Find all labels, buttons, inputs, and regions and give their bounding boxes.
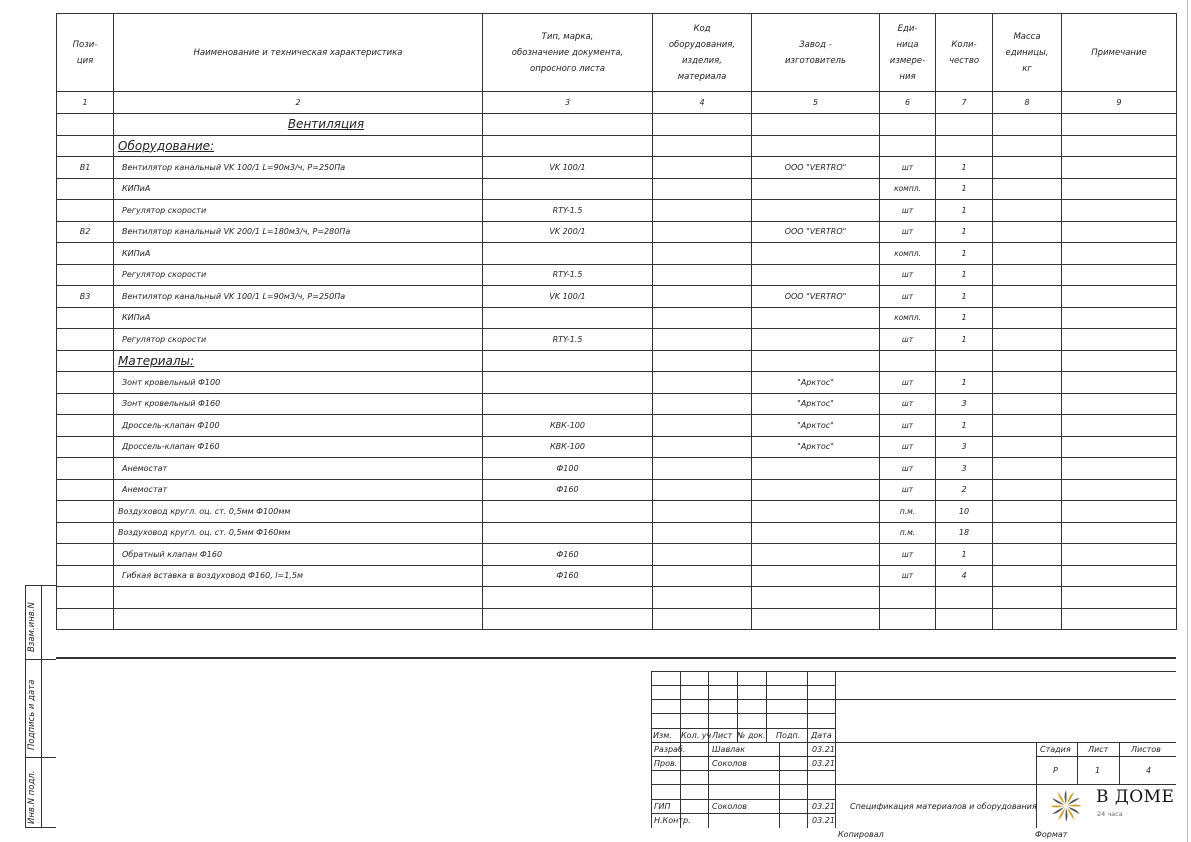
cell-note: [1062, 350, 1177, 372]
cell-note: [1062, 200, 1177, 222]
cell-type: RTY-1.5: [483, 329, 653, 351]
header-cell: Код оборудования, изделия, материала: [653, 14, 752, 92]
logo-ray: [1066, 808, 1068, 822]
stage-value: Р: [1053, 766, 1058, 775]
cell-type: RTY-1.5: [483, 264, 653, 286]
cell-mass: [993, 372, 1062, 394]
cell-type: Ф100: [483, 458, 653, 480]
cell-maker: [752, 565, 880, 587]
cell-name: Вентилятор канальный VK 200/1 L=180м3/ч, P=280Па: [114, 221, 483, 243]
cell-type: VK 100/1: [483, 157, 653, 179]
cell-note: [1062, 608, 1177, 630]
cell-code: [653, 243, 752, 265]
cell-mass: [993, 243, 1062, 265]
cell-note: [1062, 436, 1177, 458]
column-number-cell: 2: [114, 92, 483, 114]
cell-type: [483, 178, 653, 200]
table-row: [57, 264, 1177, 286]
cell-mass: [993, 501, 1062, 523]
cell-name: Вентилятор канальный VK 100/1 L=90м3/ч, P=250Па: [114, 286, 483, 308]
cell-maker: [752, 114, 880, 136]
table-row: [57, 372, 1177, 394]
cell-code: [653, 415, 752, 437]
column-number-row: [57, 92, 1177, 114]
cell-unit: [880, 587, 936, 609]
cell-qty: 1: [936, 264, 993, 286]
cell-type: [483, 307, 653, 329]
header-cell: Масса единицы, кг: [993, 14, 1062, 92]
cell-name: Дроссель-клапан Ф100: [114, 415, 483, 437]
cell-code: [653, 178, 752, 200]
cell-code: [653, 135, 752, 157]
side-strip-inner: [41, 585, 56, 828]
cell-mass: [993, 522, 1062, 544]
cell-code: [653, 479, 752, 501]
cell-type: [483, 501, 653, 523]
cell-name: КИПиА: [114, 178, 483, 200]
cell-qty: 1: [936, 307, 993, 329]
cell-unit: компл.: [880, 307, 936, 329]
cell-note: [1062, 544, 1177, 566]
cell-name: Анемостат: [114, 458, 483, 480]
cell-unit: шт: [880, 458, 936, 480]
specification-table: [56, 13, 1177, 630]
cell-type: Ф160: [483, 544, 653, 566]
cell-maker: [752, 522, 880, 544]
tb-name-check: Соколов: [712, 759, 747, 768]
sheets-label: Листов: [1131, 745, 1161, 754]
cell-qty: 1: [936, 544, 993, 566]
cell-name: Материалы:: [114, 350, 483, 372]
table-row: [57, 608, 1177, 630]
table-row: [57, 587, 1177, 609]
cell-mass: [993, 436, 1062, 458]
cell-maker: [752, 178, 880, 200]
cell-maker: ООО "VERTRO": [752, 157, 880, 179]
cell-qty: 1: [936, 200, 993, 222]
cell-maker: ООО "VERTRO": [752, 286, 880, 308]
tb-role-norm: Н.Контр.: [654, 816, 691, 825]
side-label-replace-inv: Взам.инв.N: [27, 602, 37, 652]
cell-mass: [993, 565, 1062, 587]
cell-mass: [993, 135, 1062, 157]
cell-maker: [752, 329, 880, 351]
cell-note: [1062, 178, 1177, 200]
cell-qty: [936, 587, 993, 609]
table-row: [57, 350, 1177, 372]
cell-mass: [993, 114, 1062, 136]
tb-name-gip: Соколов: [712, 802, 747, 811]
stage-label: Стадия: [1040, 745, 1071, 754]
cell-maker: "Арктос": [752, 436, 880, 458]
table-row: [57, 200, 1177, 222]
header-cell: Тип, марка, обозначение документа, опросного листа: [483, 14, 653, 92]
side-label-signature-date: Подпись и дата: [27, 679, 37, 750]
cell-qty: 1: [936, 178, 993, 200]
cell-note: [1062, 458, 1177, 480]
cell-note: [1062, 372, 1177, 394]
cell-qty: [936, 608, 993, 630]
cell-qty: [936, 114, 993, 136]
cell-name: Гибкая вставка в воздуховод Ф160, l=1,5м: [114, 565, 483, 587]
cell-type: [483, 522, 653, 544]
header-cell: Еди- ница измере- ния: [880, 14, 936, 92]
cell-code: [653, 436, 752, 458]
cell-mass: [993, 350, 1062, 372]
cell-type: КВК-100: [483, 415, 653, 437]
cell-type: Ф160: [483, 479, 653, 501]
cell-mass: [993, 157, 1062, 179]
logo-subtitle: 24 часа: [1097, 810, 1123, 818]
tb-role-check: Пров.: [654, 759, 678, 768]
logo-ray: [1050, 806, 1064, 808]
cell-type: [483, 393, 653, 415]
cell-maker: [752, 135, 880, 157]
column-number-cell: 8: [993, 92, 1062, 114]
cell-name: [114, 608, 483, 630]
cell-type: [483, 135, 653, 157]
cell-name: КИПиА: [114, 243, 483, 265]
cell-qty: 1: [936, 372, 993, 394]
cell-maker: [752, 479, 880, 501]
cell-mass: [993, 415, 1062, 437]
tb-role-dev: Разраб.: [654, 745, 686, 754]
cell-note: [1062, 286, 1177, 308]
cell-mass: [993, 178, 1062, 200]
cell-maker: [752, 264, 880, 286]
cell-pos: [57, 393, 114, 415]
cell-maker: "Арктос": [752, 372, 880, 394]
cell-unit: компл.: [880, 178, 936, 200]
sheets-value: 4: [1146, 766, 1152, 775]
tb-date-norm: 03.21: [812, 816, 835, 825]
cell-unit: [880, 350, 936, 372]
cell-unit: шт: [880, 221, 936, 243]
table-row: [57, 544, 1177, 566]
cell-maker: [752, 608, 880, 630]
sheet-value: 1: [1095, 766, 1101, 775]
cell-qty: [936, 135, 993, 157]
cell-code: [653, 522, 752, 544]
logo-ray: [1068, 805, 1082, 807]
cell-mass: [993, 608, 1062, 630]
cell-name: Регулятор скорости: [114, 200, 483, 222]
cell-code: [653, 350, 752, 372]
cell-maker: "Арктос": [752, 415, 880, 437]
header-cell: Наименование и техническая характеристика: [114, 14, 483, 92]
column-number-cell: 6: [880, 92, 936, 114]
cell-qty: 1: [936, 415, 993, 437]
cell-unit: шт: [880, 436, 936, 458]
copied-label: Копировал: [838, 830, 884, 839]
cell-mass: [993, 307, 1062, 329]
cell-code: [653, 608, 752, 630]
table-row: [57, 393, 1177, 415]
document-title: Спецификация материалов и оборудования: [850, 802, 1037, 811]
cell-type: [483, 114, 653, 136]
cell-code: [653, 544, 752, 566]
cell-unit: шт: [880, 264, 936, 286]
cell-mass: [993, 286, 1062, 308]
cell-code: [653, 221, 752, 243]
cell-type: VK 200/1: [483, 221, 653, 243]
table-row: [57, 135, 1177, 157]
tb-hdr-sign: Подп.: [776, 731, 801, 740]
column-number-cell: 5: [752, 92, 880, 114]
tb-date-check: 03.21: [812, 759, 835, 768]
cell-mass: [993, 544, 1062, 566]
header-cell: Завод - изготовитель: [752, 14, 880, 92]
cell-note: [1062, 243, 1177, 265]
table-row: [57, 436, 1177, 458]
cell-pos: [57, 243, 114, 265]
column-number-cell: 9: [1062, 92, 1177, 114]
table-row: [57, 286, 1177, 308]
logo-ray: [1065, 790, 1067, 804]
cell-code: [653, 501, 752, 523]
cell-pos: [57, 135, 114, 157]
cell-name: Зонт кровельный Ф100: [114, 372, 483, 394]
table-row: [57, 221, 1177, 243]
cell-pos: В2: [57, 221, 114, 243]
cell-qty: 10: [936, 501, 993, 523]
cell-note: [1062, 501, 1177, 523]
cell-name: Вентиляция: [114, 114, 483, 136]
cell-qty: 1: [936, 286, 993, 308]
cell-name: Зонт кровельный Ф160: [114, 393, 483, 415]
cell-unit: п.м.: [880, 501, 936, 523]
cell-unit: шт: [880, 157, 936, 179]
logo-title: В ДОМЕ: [1096, 787, 1175, 807]
cell-name: [114, 587, 483, 609]
header-cell: Пози- ция: [57, 14, 114, 92]
cell-pos: [57, 587, 114, 609]
cell-note: [1062, 221, 1177, 243]
cell-pos: [57, 565, 114, 587]
cell-mass: [993, 264, 1062, 286]
cell-code: [653, 157, 752, 179]
cell-qty: 4: [936, 565, 993, 587]
cell-qty: 3: [936, 436, 993, 458]
cell-maker: [752, 200, 880, 222]
cell-pos: [57, 436, 114, 458]
cell-code: [653, 329, 752, 351]
cell-name: Воздуховод кругл. оц. ст. 0,5мм Ф160мм: [114, 522, 483, 544]
cell-note: [1062, 114, 1177, 136]
cell-code: [653, 565, 752, 587]
cell-mass: [993, 200, 1062, 222]
tb-name-dev: Шавлак: [712, 745, 746, 754]
cell-type: VK 100/1: [483, 286, 653, 308]
cell-type: [483, 372, 653, 394]
cell-unit: шт: [880, 565, 936, 587]
cell-pos: [57, 415, 114, 437]
cell-name: Оборудование:: [114, 135, 483, 157]
cell-unit: п.м.: [880, 522, 936, 544]
tb-hdr-doc: № док.: [737, 731, 766, 740]
cell-note: [1062, 565, 1177, 587]
table-row: [57, 415, 1177, 437]
cell-unit: шт: [880, 415, 936, 437]
column-number-cell: 4: [653, 92, 752, 114]
cell-name: Обратный клапан Ф160: [114, 544, 483, 566]
page-edge: [1187, 0, 1188, 842]
cell-pos: [57, 458, 114, 480]
cell-type: [483, 587, 653, 609]
cell-pos: [57, 114, 114, 136]
cell-maker: [752, 587, 880, 609]
table-row: [57, 243, 1177, 265]
cell-unit: [880, 135, 936, 157]
cell-maker: [752, 243, 880, 265]
cell-mass: [993, 221, 1062, 243]
cell-maker: [752, 458, 880, 480]
table-row: [57, 114, 1177, 136]
cell-code: [653, 114, 752, 136]
cell-code: [653, 200, 752, 222]
cell-code: [653, 393, 752, 415]
sheet-label: Лист: [1088, 745, 1109, 754]
cell-unit: шт: [880, 372, 936, 394]
cell-unit: шт: [880, 393, 936, 415]
table-row: [57, 329, 1177, 351]
cell-unit: компл.: [880, 243, 936, 265]
cell-name: Дроссель-клапан Ф160: [114, 436, 483, 458]
tb-role-gip: ГИП: [654, 802, 671, 811]
cell-code: [653, 587, 752, 609]
cell-pos: [57, 372, 114, 394]
table-row: [57, 565, 1177, 587]
column-number-cell: 1: [57, 92, 114, 114]
cell-type: Ф160: [483, 565, 653, 587]
cell-note: [1062, 264, 1177, 286]
cell-type: КВК-100: [483, 436, 653, 458]
cell-type: [483, 243, 653, 265]
tb-hdr-list: Лист: [712, 731, 733, 740]
cell-maker: ООО "VERTRO": [752, 221, 880, 243]
cell-pos: В1: [57, 157, 114, 179]
cell-mass: [993, 393, 1062, 415]
cell-code: [653, 458, 752, 480]
table-row: [57, 522, 1177, 544]
cell-name: КИПиА: [114, 307, 483, 329]
cell-note: [1062, 307, 1177, 329]
cell-unit: шт: [880, 329, 936, 351]
cell-maker: [752, 350, 880, 372]
cell-pos: [57, 307, 114, 329]
cell-mass: [993, 329, 1062, 351]
cell-note: [1062, 329, 1177, 351]
column-number-cell: 3: [483, 92, 653, 114]
cell-pos: [57, 350, 114, 372]
cell-code: [653, 286, 752, 308]
table-row: [57, 501, 1177, 523]
cell-pos: [57, 264, 114, 286]
cell-pos: В3: [57, 286, 114, 308]
cell-unit: шт: [880, 286, 936, 308]
cell-unit: шт: [880, 544, 936, 566]
cell-note: [1062, 135, 1177, 157]
cell-name: Воздуховод кругл. оц. ст. 0,5мм Ф100мм: [114, 501, 483, 523]
cell-pos: [57, 544, 114, 566]
cell-mass: [993, 458, 1062, 480]
cell-type: [483, 350, 653, 372]
cell-qty: 3: [936, 458, 993, 480]
cell-maker: "Арктос": [752, 393, 880, 415]
cell-qty: 2: [936, 479, 993, 501]
cell-pos: [57, 329, 114, 351]
side-label-inv-orig: Инв.N подл.: [27, 770, 37, 824]
cell-note: [1062, 415, 1177, 437]
cell-code: [653, 264, 752, 286]
cell-name: Вентилятор канальный VK 100/1 L=90м3/ч, P=250Па: [114, 157, 483, 179]
table-row: [57, 178, 1177, 200]
cell-qty: 1: [936, 329, 993, 351]
cell-note: [1062, 479, 1177, 501]
cell-qty: 1: [936, 221, 993, 243]
cell-qty: 18: [936, 522, 993, 544]
cell-mass: [993, 479, 1062, 501]
cell-mass: [993, 587, 1062, 609]
cell-pos: [57, 479, 114, 501]
table-row: [57, 458, 1177, 480]
table-row: [57, 157, 1177, 179]
cell-type: [483, 608, 653, 630]
cell-code: [653, 307, 752, 329]
header-cell: Примечание: [1062, 14, 1177, 92]
cell-unit: шт: [880, 479, 936, 501]
cell-unit: [880, 608, 936, 630]
table-row: [57, 307, 1177, 329]
cell-type: RTY-1.5: [483, 200, 653, 222]
cell-name: Анемостат: [114, 479, 483, 501]
cell-pos: [57, 178, 114, 200]
cell-note: [1062, 587, 1177, 609]
cell-name: Регулятор скорости: [114, 264, 483, 286]
cell-unit: [880, 114, 936, 136]
cell-qty: 1: [936, 157, 993, 179]
cell-code: [653, 372, 752, 394]
cell-qty: [936, 350, 993, 372]
cell-unit: шт: [880, 200, 936, 222]
cell-note: [1062, 393, 1177, 415]
header-cell: Коли- чество: [936, 14, 993, 92]
cell-name: Регулятор скорости: [114, 329, 483, 351]
tb-hdr-kol: Кол. уч: [681, 731, 712, 740]
table-row: [57, 479, 1177, 501]
cell-note: [1062, 157, 1177, 179]
cell-pos: [57, 501, 114, 523]
format-label: Формат: [1035, 830, 1068, 839]
cell-maker: [752, 501, 880, 523]
column-number-cell: 7: [936, 92, 993, 114]
cell-pos: [57, 200, 114, 222]
tb-date-gip: 03.21: [812, 802, 835, 811]
tb-hdr-date: Дата: [811, 731, 832, 740]
cell-pos: [57, 522, 114, 544]
cell-maker: [752, 544, 880, 566]
cell-pos: [57, 608, 114, 630]
tb-date-dev: 03.21: [812, 745, 835, 754]
cell-maker: [752, 307, 880, 329]
cell-qty: 1: [936, 243, 993, 265]
tb-hdr-izm: Изм.: [653, 731, 672, 740]
cell-note: [1062, 522, 1177, 544]
table-header-row: [57, 14, 1177, 92]
cell-qty: 3: [936, 393, 993, 415]
